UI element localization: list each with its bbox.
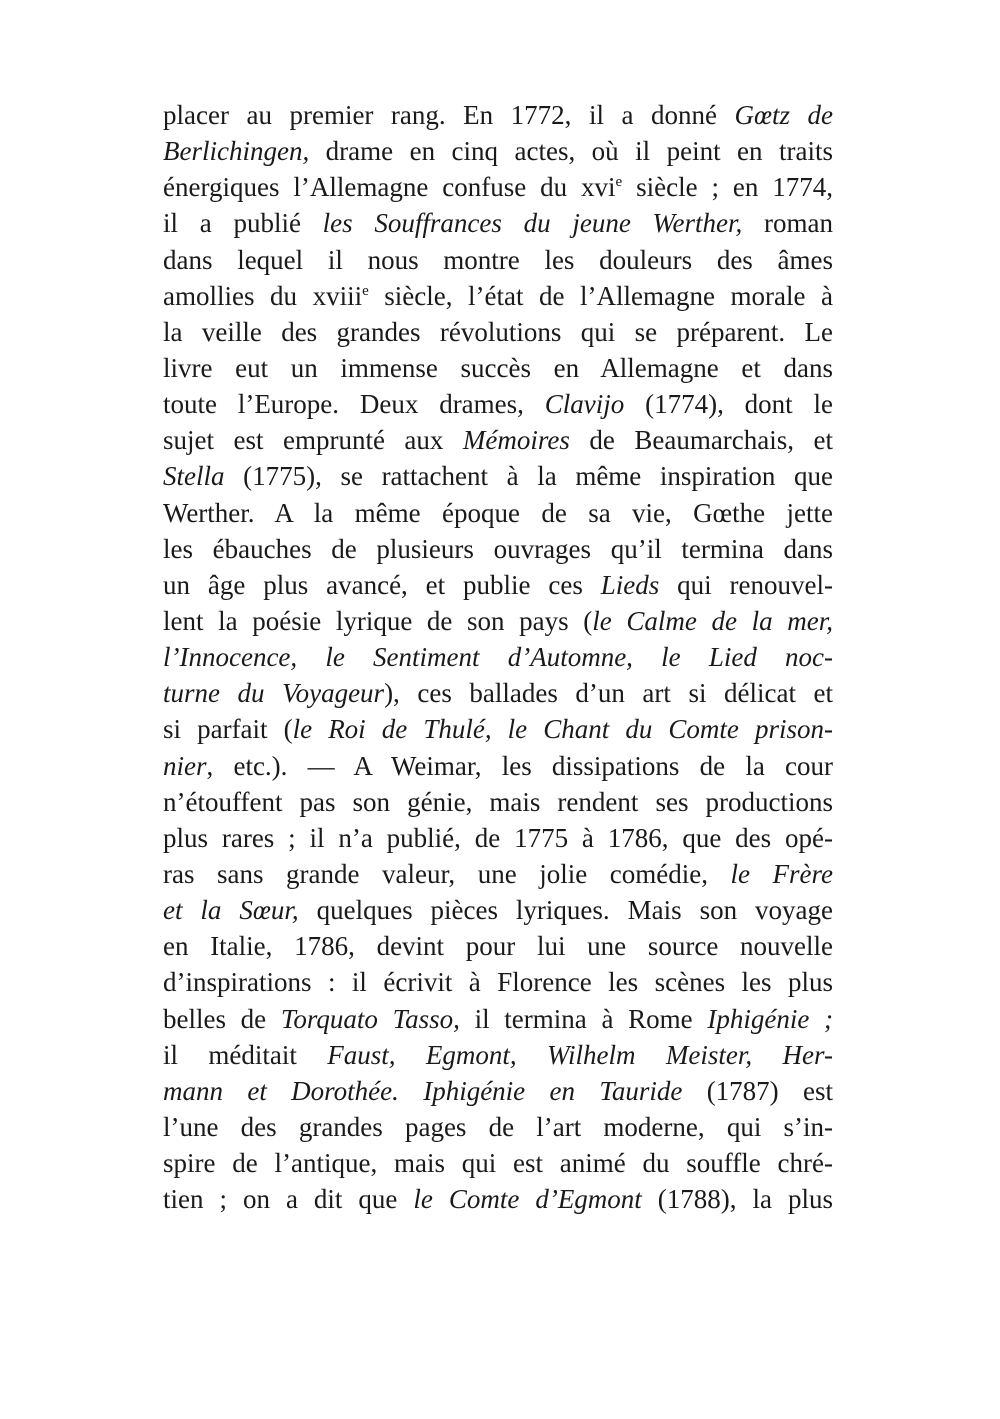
italic-text: le Frère (730, 858, 833, 889)
italic-text: turne du Voyageur (163, 678, 385, 709)
text-run: (1787) est (682, 1075, 833, 1106)
text-run: dans lequel il nous montre les douleurs des âmes (163, 244, 833, 275)
text-line (163, 458, 833, 494)
italic-text: Berlichingen, (163, 136, 310, 167)
text-run: belles de (163, 1003, 281, 1034)
text-line (163, 856, 833, 892)
italic-text: Mémoires (462, 425, 570, 456)
superscript: e (362, 282, 369, 299)
text-run: n’étouffent pas son génie, mais rendent ses productions (163, 786, 833, 817)
text-run: Werther. A la même époque de sa vie, Gœthe jette (163, 497, 833, 528)
italic-text: l’Innocence, le Sentiment d’Automne, le Lied noc- (163, 642, 833, 673)
text-line (163, 386, 833, 422)
italic-text: Faust, Egmont, Wilhelm Meister, Her- (327, 1039, 833, 1070)
text-run: sujet est emprunté aux (163, 425, 463, 456)
italic-text: mann et Dorothée. Iphigénie en Tauride (163, 1075, 683, 1106)
text-run: xvi (581, 172, 616, 203)
italic-text: le Roi de Thulé, le Chant du Comte prison- (292, 714, 833, 745)
text-line (163, 1073, 833, 1109)
text-run: spire de l’antique, mais qui est animé du souffle chré- (163, 1148, 833, 1179)
text-line (163, 1037, 833, 1073)
body-text (163, 97, 833, 1217)
text-line (163, 169, 833, 205)
text-run: qui renouvel- (659, 569, 833, 600)
text-run: siècle ; en 1774, (622, 172, 833, 203)
text-line (163, 205, 833, 241)
text-line (163, 820, 833, 856)
text-run: lent la poésie lyrique de son pays ( (163, 605, 593, 636)
text-line (163, 314, 833, 350)
text-run: l’une des grandes pages de l’art moderne, qui s’in- (163, 1111, 833, 1142)
text-run: un âge plus avancé, et publie ces (163, 569, 601, 600)
text-line (163, 1181, 833, 1217)
italic-text: nier (163, 750, 207, 781)
text-run: d’inspirations : il écrivit à Florence les scènes les plus (163, 967, 833, 998)
italic-text: les Souffrances du jeune Werther, (322, 208, 743, 239)
text-line (163, 711, 833, 747)
text-line (163, 639, 833, 675)
text-run: ras sans grande valeur, une jolie comédie, (163, 858, 731, 889)
italic-text: le Comte d’Egmont (413, 1184, 642, 1215)
text-line (163, 495, 833, 531)
text-run: (1788), la plus (641, 1184, 833, 1215)
italic-text: Clavijo (544, 389, 625, 420)
text-line (163, 278, 833, 314)
text-line (163, 422, 833, 458)
superscript: e (615, 174, 623, 191)
text-run: plus rares ; il n’a publié, de 1775 à 1786, que des opé- (163, 822, 833, 853)
text-run: énergiques l’Allemagne confuse du (163, 172, 581, 203)
text-run: ), ces ballades d’un art si délicat et (384, 678, 833, 709)
text-run: il termina à Rome (459, 1003, 708, 1034)
text-line (163, 97, 833, 133)
text-line (163, 350, 833, 386)
italic-text: le Calme de la mer, (592, 605, 833, 636)
text-run: drame en cinq actes, où il peint en traits (309, 136, 833, 167)
text-run: si parfait ( (163, 714, 293, 745)
text-line (163, 567, 833, 603)
text-run: , etc.). — A Weimar, les dissipations de la cour (206, 750, 833, 781)
text-line (163, 1145, 833, 1181)
text-run: les ébauches de plusieurs ouvrages qu’il termina dans (163, 533, 833, 564)
text-run: il méditait (163, 1039, 328, 1070)
italic-text: Lieds (600, 569, 660, 600)
text-line (163, 531, 833, 567)
text-run: quelques pièces lyriques. Mais son voyage (298, 895, 833, 926)
italic-text: Iphigénie ; (707, 1003, 833, 1034)
text-run: toute l’Europe. Deux drames, (163, 389, 545, 420)
text-run: xviii (312, 280, 363, 311)
italic-text: Torquato Tasso, (280, 1003, 460, 1034)
text-line (163, 675, 833, 711)
text-run: roman (742, 208, 833, 239)
text-line (163, 1109, 833, 1145)
text-run: de Beaumarchais, et (569, 425, 833, 456)
text-line (163, 133, 833, 169)
text-run: (1775), se rattachent à la même inspiration que (224, 461, 833, 492)
text-run: en Italie, 1786, devint pour lui une source nouvelle (163, 931, 833, 962)
text-run: tien ; on a dit que (163, 1184, 414, 1215)
text-line (163, 892, 833, 928)
text-run: siècle, l’état de l’Allemagne morale à (368, 280, 833, 311)
text-line (163, 748, 833, 784)
text-run: placer au premier rang. En 1772, il a donné (163, 100, 735, 130)
text-run: il a publié (163, 208, 323, 239)
text-line (163, 1001, 833, 1037)
text-run: la veille des grandes révolutions qui se préparent. Le (163, 316, 833, 347)
italic-text: Gœtz de (734, 100, 833, 130)
italic-text: et la Sœur, (163, 895, 299, 926)
text-line (163, 784, 833, 820)
text-line (163, 964, 833, 1000)
text-run: livre eut un immense succès en Allemagne et dans (163, 352, 833, 383)
text-line (163, 242, 833, 278)
text-line (163, 928, 833, 964)
italic-text: Stella (163, 461, 225, 492)
text-line (163, 603, 833, 639)
text-run: (1774), dont le (624, 389, 833, 420)
text-run: amollies du (163, 280, 313, 311)
